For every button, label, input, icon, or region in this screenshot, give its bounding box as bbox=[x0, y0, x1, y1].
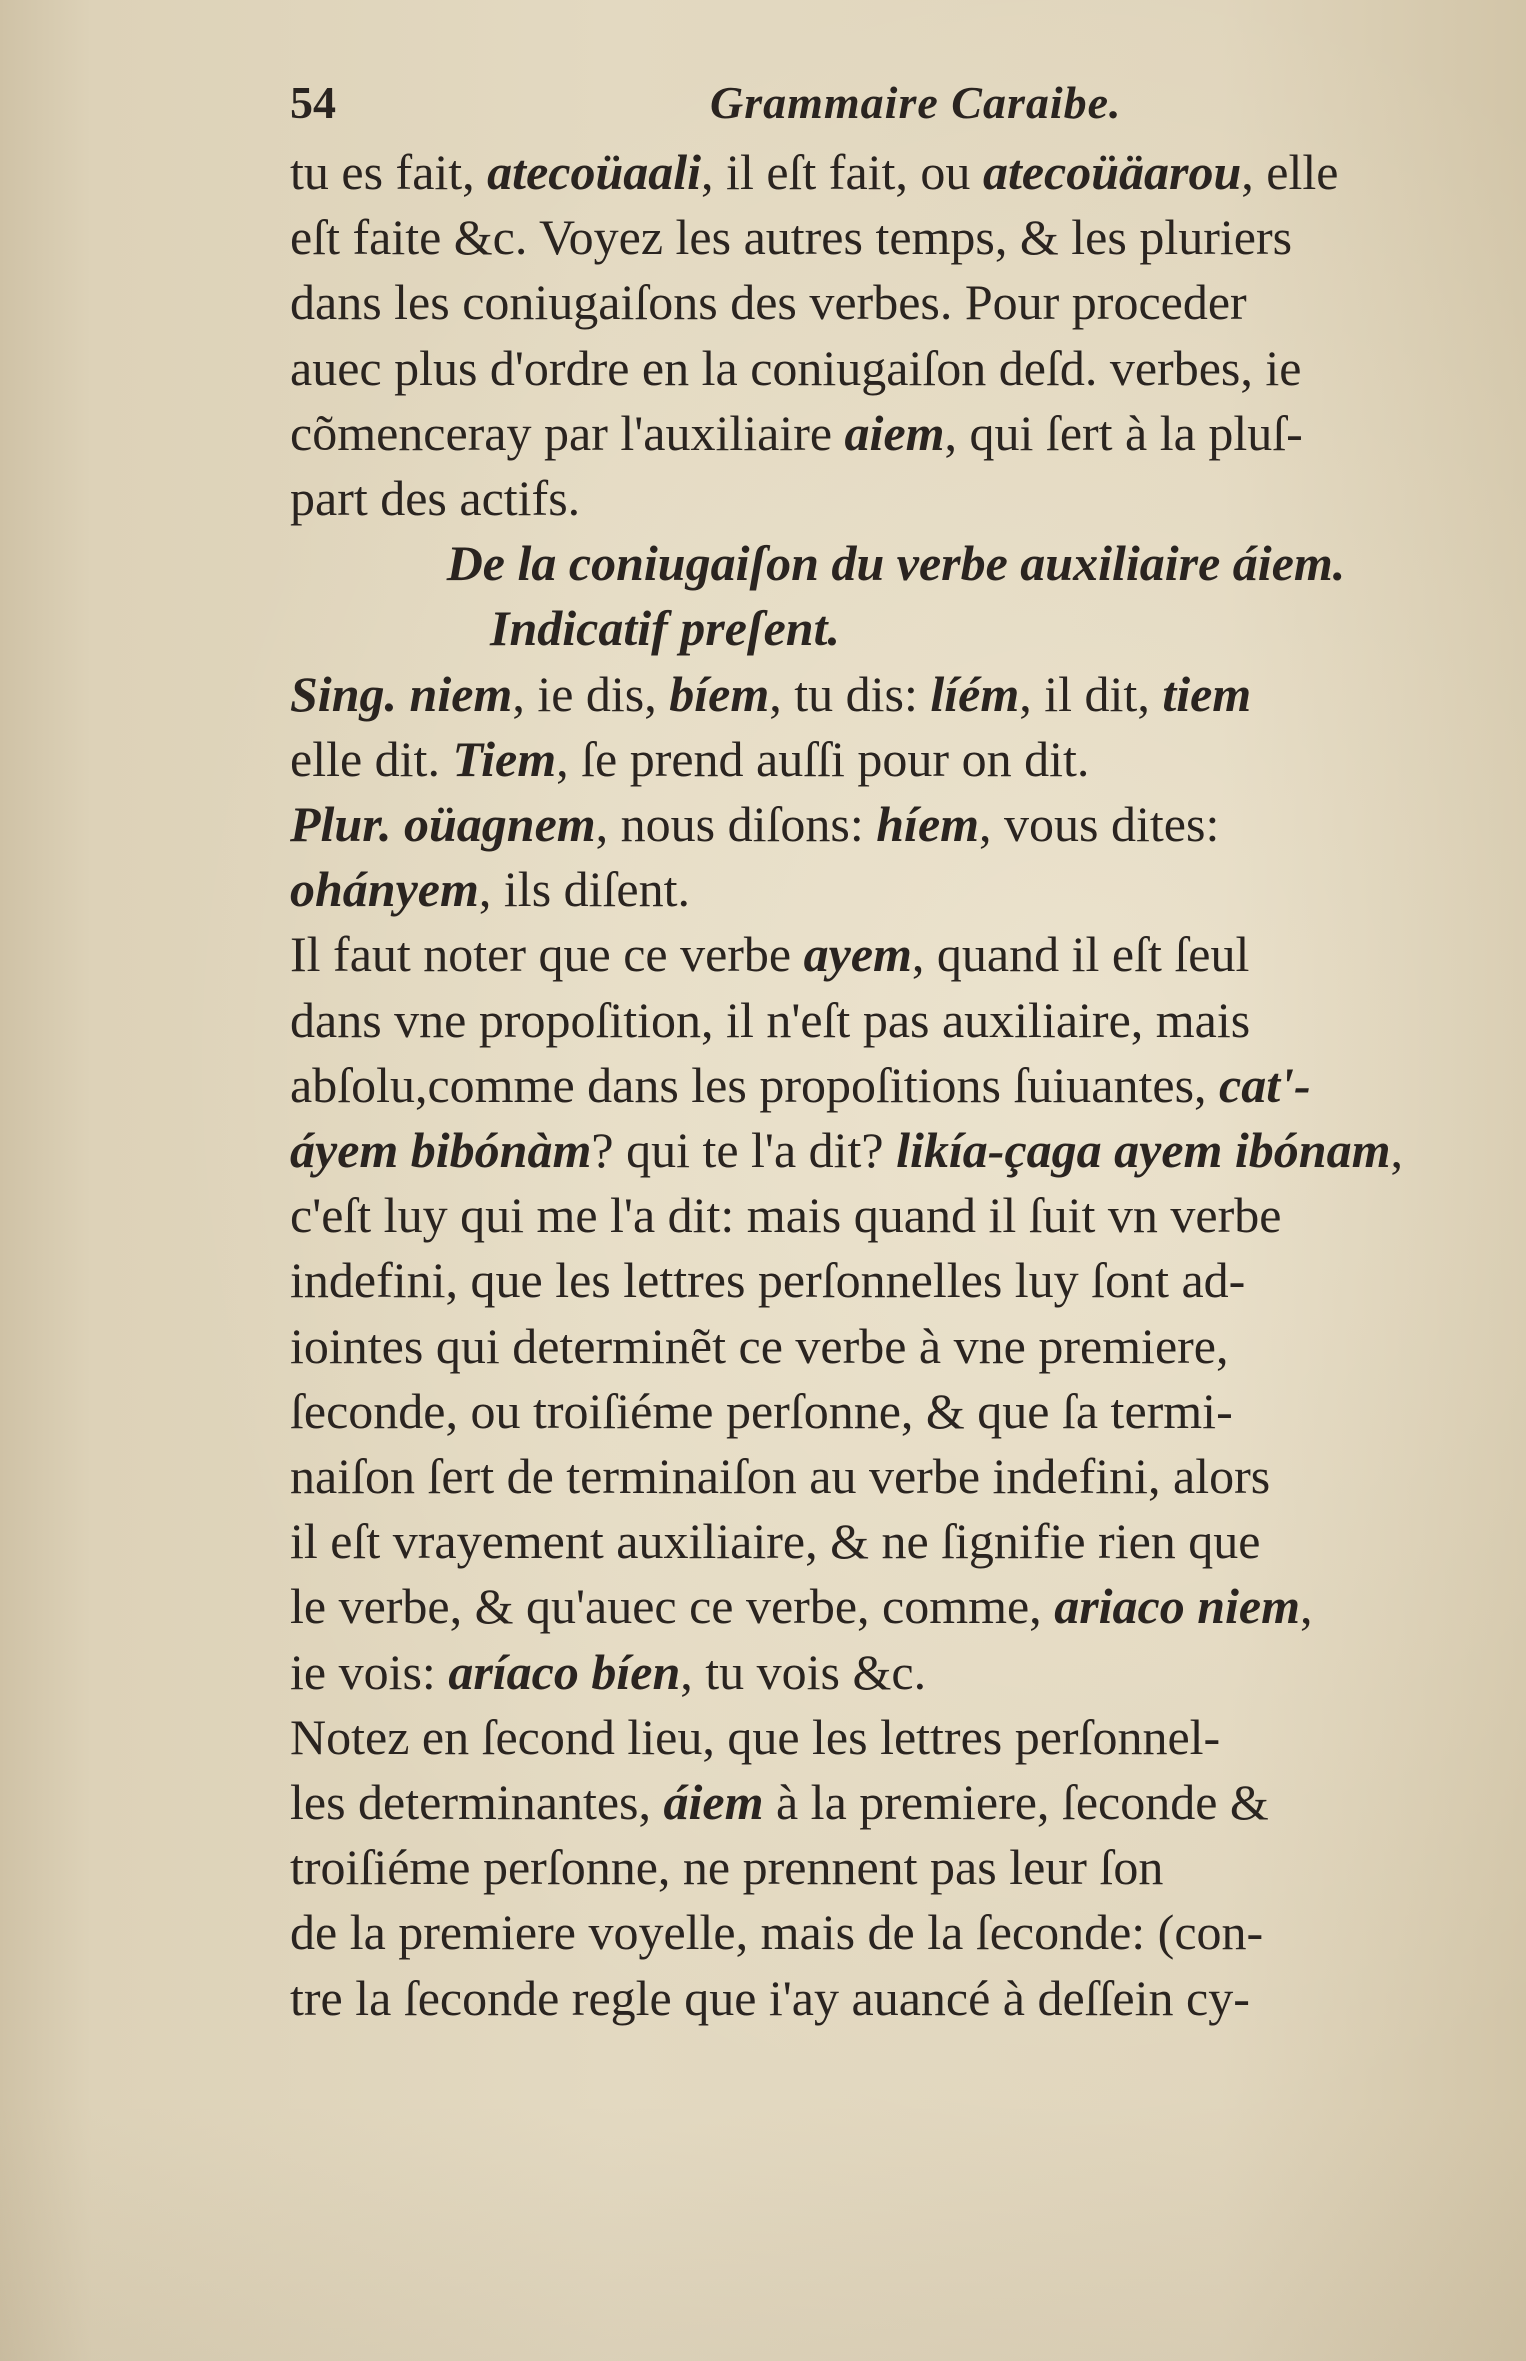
text-line bbox=[290, 1770, 1502, 1834]
text-run: indefini, que les lettres perſonnelles luy ſont ad- bbox=[290, 1252, 1246, 1309]
text-line bbox=[290, 1509, 1502, 1573]
italic-term: aiem bbox=[844, 404, 945, 461]
text-run: Il faut noter que ce verbe bbox=[290, 926, 804, 983]
italic-term: áiem bbox=[663, 1774, 764, 1830]
text-run: dans vne propoſition, il n'eſt pas auxiliaire, mais bbox=[290, 991, 1251, 1048]
text-run: auec plus d'ordre en la coniugaiſon deſd. verbes, ie bbox=[290, 339, 1302, 396]
text-line bbox=[290, 596, 1502, 660]
text-run: iointes qui determinẽt ce verbe à vne premiere, bbox=[290, 1317, 1229, 1374]
text-run: , il dit, bbox=[1019, 665, 1163, 722]
text-run: abſolu,comme dans les propoſitions ſuiuantes, bbox=[290, 1056, 1220, 1113]
italic-term: atecoüäarou bbox=[982, 144, 1242, 200]
text-line bbox=[290, 1248, 1502, 1312]
text-line bbox=[290, 988, 1502, 1052]
text-run: naiſon ſert de terminaiſon au verbe indefini, alors bbox=[290, 1448, 1271, 1504]
text-run: , ie dis, bbox=[512, 665, 670, 722]
italic-term: likía-çaga ayem ibónam bbox=[896, 1122, 1391, 1178]
italic-term: tiem bbox=[1162, 665, 1252, 722]
italic-term: híem bbox=[876, 796, 980, 852]
italic-term: atecoüaali bbox=[487, 144, 702, 200]
text-line bbox=[290, 205, 1502, 269]
italic-term: ayem bbox=[803, 926, 912, 983]
italic-term: ariaco niem bbox=[1054, 1578, 1301, 1635]
text-run: troiſiéme perſonne, ne prennent pas leur ſon bbox=[290, 1839, 1164, 1896]
text-run: elle dit. bbox=[290, 730, 453, 787]
text-run: , ſe prend auſſi pour on dit. bbox=[556, 730, 1090, 787]
text-run: , ils diſent. bbox=[478, 861, 691, 918]
text-line bbox=[290, 727, 1502, 791]
text-run: tre la ſeconde regle que i'ay auancé à deſſein cy- bbox=[290, 1969, 1250, 2026]
text-run: dans les coniugaiſons des verbes. Pour proceder bbox=[290, 274, 1247, 331]
text-run: , nous diſons: bbox=[595, 796, 877, 852]
italic-term: Tiem bbox=[452, 730, 557, 787]
italic-term: Indicatif preſent. bbox=[490, 600, 840, 657]
text-run: , qui ſert à la pluſ- bbox=[944, 404, 1303, 461]
text-line bbox=[290, 662, 1502, 726]
text-line bbox=[290, 1379, 1502, 1443]
text-run: cõmenceray par l'auxiliaire bbox=[290, 404, 845, 461]
text-line bbox=[290, 792, 1502, 856]
text-run: , tu dis: bbox=[769, 665, 931, 722]
running-title: Grammaire Caraibe. bbox=[710, 77, 1122, 128]
text-run: à la premiere, ſeconde & bbox=[763, 1774, 1269, 1830]
text-line bbox=[290, 922, 1502, 986]
italic-term: aríaco bíen bbox=[448, 1643, 681, 1700]
text-run: , quand il eſt ſeul bbox=[911, 926, 1250, 983]
italic-term: ohányem bbox=[290, 861, 479, 918]
text-line bbox=[290, 466, 1502, 530]
text-line bbox=[290, 1900, 1502, 1964]
italic-term: líém bbox=[930, 665, 1020, 722]
text-line bbox=[290, 336, 1502, 400]
text-run: il eſt vrayement auxiliaire, & ne ſignifie rien que bbox=[290, 1513, 1261, 1570]
text-run: , vous dites: bbox=[979, 796, 1220, 852]
text-run: le verbe, & qu'auec ce verbe, comme, bbox=[290, 1578, 1055, 1635]
text-line bbox=[290, 1640, 1502, 1704]
italic-term: áyem bibónàm bbox=[290, 1122, 592, 1178]
text-run: Notez en ſecond lieu, que les lettres perſonnel- bbox=[290, 1708, 1221, 1765]
text-run: eſt faite &c. Voyez les autres temps, & les pluriers bbox=[290, 209, 1293, 266]
italic-term: oüagnem bbox=[403, 796, 596, 852]
text-run: ſeconde, ou troiſiéme perſonne, & que ſa termi- bbox=[290, 1382, 1233, 1439]
text-run: les determinantes, bbox=[290, 1774, 664, 1830]
text-run: part des actifs. bbox=[290, 470, 581, 526]
text-line bbox=[290, 140, 1502, 204]
text-line bbox=[290, 1835, 1502, 1899]
text-line bbox=[290, 531, 1502, 595]
text-line bbox=[290, 270, 1502, 334]
text-line bbox=[290, 1444, 1502, 1508]
italic-term: Plur. bbox=[290, 796, 392, 852]
text-run: c'eſt luy qui me l'a dit: mais quand il ſuit vn verbe bbox=[290, 1187, 1282, 1244]
text-run: , il eſt fait, ou bbox=[701, 144, 983, 200]
italic-term: niem bbox=[409, 665, 513, 722]
italic-term: cat'- bbox=[1219, 1056, 1311, 1113]
text-line bbox=[290, 1314, 1502, 1378]
text-run: , elle bbox=[1241, 144, 1339, 200]
text-run: ? qui te l'a dit? bbox=[591, 1122, 897, 1178]
text-line bbox=[290, 1183, 1502, 1247]
italic-term: Sing. bbox=[290, 665, 398, 722]
text-run: , bbox=[1390, 1122, 1404, 1178]
text-line bbox=[290, 1966, 1502, 2030]
italic-term: De la coniugaiſon du verbe auxiliaire áiem. bbox=[446, 535, 1346, 592]
text-run: , bbox=[1300, 1578, 1313, 1635]
text-line bbox=[290, 1574, 1502, 1638]
text-line bbox=[290, 1705, 1502, 1769]
text-run: , tu vois &c. bbox=[680, 1643, 927, 1700]
text-line bbox=[290, 1053, 1502, 1117]
text-run: ie vois: bbox=[290, 1643, 449, 1700]
text-run bbox=[397, 666, 410, 722]
page-number: 54 bbox=[290, 77, 336, 128]
text-run: de la premiere voyelle, mais de la ſeconde: (con- bbox=[290, 1904, 1264, 1961]
italic-term: bíem bbox=[669, 665, 770, 722]
page-header bbox=[290, 68, 1490, 138]
text-line bbox=[290, 857, 1502, 921]
text-line bbox=[290, 401, 1502, 465]
text-line bbox=[290, 1118, 1502, 1182]
text-run bbox=[391, 796, 404, 852]
text-run: tu es fait, bbox=[290, 144, 488, 200]
